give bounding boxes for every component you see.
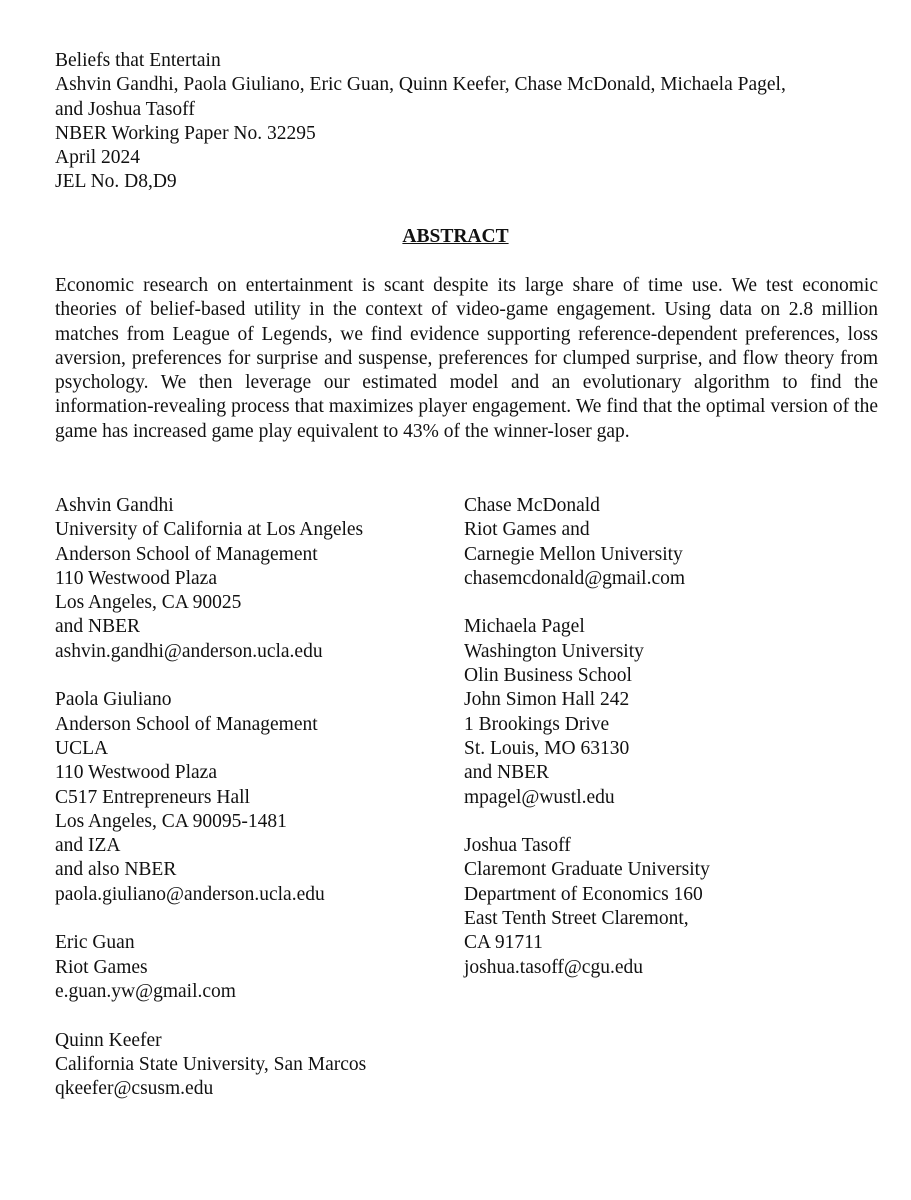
- author-email: qkeefer@csusm.edu: [55, 1078, 214, 1100]
- author-name: Michaela Pagel: [464, 616, 585, 638]
- affiliation-line: Anderson School of Management: [55, 713, 318, 735]
- author-email: ashvin.gandhi@anderson.ucla.edu: [55, 640, 323, 662]
- author-block: [464, 494, 864, 591]
- author-block: [464, 834, 864, 980]
- author-block: [55, 494, 435, 664]
- publication-date: April 2024: [55, 147, 141, 169]
- abstract-text: Economic research on entertainment is scant despite its large share of time use. We test economic theories of belief-based utility in the context of video-game engagement. Using data on 2.8 million matches from League of Legends, we find evidence supporting reference-dependent preferences, loss aversion, preferences for surprise and suspense, preferences for clumped surprise, and flow theory from psychology. We then leverage our estimated model and an evolutionary algorithm to find the information-revealing process that maximizes player engagement. We find that the optimal version of the game has increased game play equivalent to 43% of the winner-loser gap.: [55, 275, 878, 442]
- author-list-line-2: and Joshua Tasoff: [55, 98, 195, 120]
- affiliation-line: UCLA: [55, 737, 109, 759]
- author-block: [55, 1029, 435, 1102]
- address-line: CA 91711: [464, 932, 543, 954]
- address-line: C517 Entrepreneurs Hall: [55, 786, 250, 808]
- author-name: Ashvin Gandhi: [55, 495, 174, 516]
- address-line: 110 Westwood Plaza: [55, 762, 217, 784]
- author-email: chasemcdonald@gmail.com: [464, 567, 686, 589]
- address-line: East Tenth Street Claremont,: [464, 908, 689, 930]
- affiliation-line: Olin Business School: [464, 665, 632, 687]
- affiliation-line: Riot Games and: [464, 519, 590, 541]
- working-paper-number: NBER Working Paper No. 32295: [55, 122, 316, 144]
- author-name: Eric Guan: [55, 932, 135, 954]
- affiliation-line: and NBER: [464, 762, 550, 784]
- author-email: mpagel@wustl.edu: [464, 786, 615, 808]
- author-affiliations-left: [55, 494, 435, 1126]
- paper-header: [55, 49, 885, 195]
- address-line: John Simon Hall 242: [464, 689, 630, 711]
- author-name: Paola Giuliano: [55, 689, 172, 711]
- author-block: [55, 931, 435, 1004]
- author-name: Joshua Tasoff: [464, 835, 571, 857]
- address-line: Los Angeles, CA 90025: [55, 592, 242, 614]
- address-line: St. Louis, MO 63130: [464, 737, 630, 759]
- affiliation-line: University of California at Los Angeles: [55, 519, 364, 541]
- paper-title: Beliefs that Entertain: [55, 50, 221, 71]
- author-list-line-1: Ashvin Gandhi, Paola Giuliano, Eric Guan, Quinn Keefer, Chase McDonald, Michaela Pagel,: [55, 74, 786, 96]
- author-email: joshua.tasoff@cgu.edu: [464, 956, 643, 978]
- affiliation-line: Riot Games: [55, 956, 148, 978]
- affiliation-line: Carnegie Mellon University: [464, 543, 683, 565]
- affiliation-line: California State University, San Marcos: [55, 1053, 367, 1075]
- address-line: Los Angeles, CA 90095-1481: [55, 810, 287, 832]
- address-line: 110 Westwood Plaza: [55, 567, 217, 589]
- address-line: 1 Brookings Drive: [464, 713, 610, 735]
- affiliation-line: and IZA: [55, 835, 121, 857]
- author-email: e.guan.yw@gmail.com: [55, 980, 236, 1002]
- affiliation-line: Claremont Graduate University: [464, 859, 710, 881]
- jel-codes: JEL No. D8,D9: [55, 171, 177, 193]
- author-name: Quinn Keefer: [55, 1029, 162, 1051]
- affiliation-line: and NBER: [55, 616, 141, 638]
- author-email: paola.giuliano@anderson.ucla.edu: [55, 883, 325, 905]
- author-block: [55, 688, 435, 907]
- address-line: Department of Economics 160: [464, 883, 703, 905]
- author-name: Chase McDonald: [464, 495, 600, 516]
- author-block: [464, 615, 864, 809]
- author-affiliations-right: [464, 494, 864, 1004]
- abstract-heading: ABSTRACT: [402, 226, 509, 247]
- affiliation-line: Washington University: [464, 640, 644, 662]
- affiliation-line: and also NBER: [55, 859, 177, 881]
- affiliation-line: Anderson School of Management: [55, 543, 318, 565]
